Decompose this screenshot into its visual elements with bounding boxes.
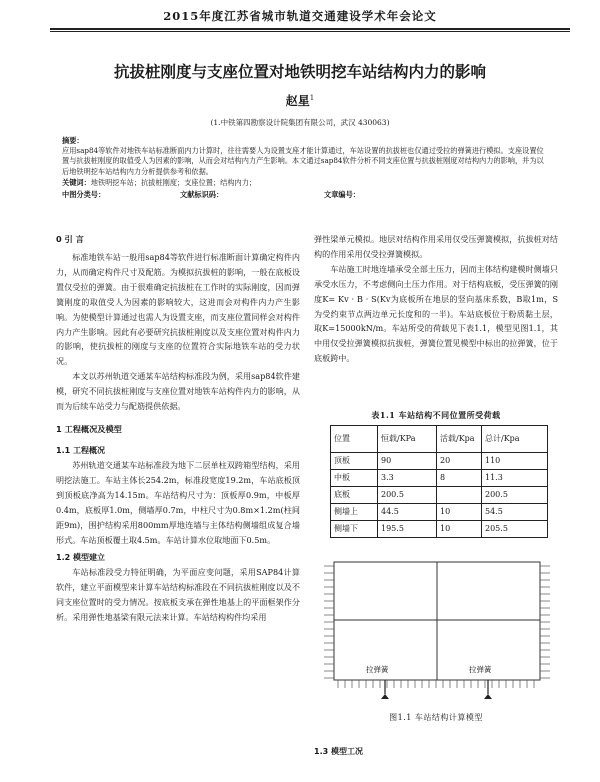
abstract xyxy=(62,136,548,177)
support-markers xyxy=(381,694,492,699)
author-superscript: 1 xyxy=(309,94,315,102)
figure-caption: 图1.1 车站结构计算模型 xyxy=(389,713,483,722)
table-cell: 顶板 xyxy=(331,453,378,470)
tension-springs xyxy=(385,680,488,694)
load-table xyxy=(330,425,548,538)
doc-code-label: 文献标识码： xyxy=(180,189,224,199)
table-cell: 10 xyxy=(437,521,482,538)
author xyxy=(0,92,600,109)
table-cell: 底板 xyxy=(331,487,378,504)
table-cell: 10 xyxy=(437,504,482,521)
table-cell: 200.5 xyxy=(378,487,437,504)
right-column xyxy=(314,232,558,366)
article-no-label: 文章编号： xyxy=(324,189,360,199)
table-cell: 110 xyxy=(482,453,548,470)
classification-line xyxy=(62,189,548,203)
table-header-cell: 总计/Kpa xyxy=(482,426,548,453)
journal-header: 2015年度江苏省城市轨道交通建设学术年会论文 xyxy=(163,9,437,23)
abstract-label: 摘要： xyxy=(62,136,84,145)
table-cell: 侧墙上 xyxy=(331,504,378,521)
keywords-label: 关键词： xyxy=(62,177,91,187)
abstract-block xyxy=(62,136,548,203)
intro-paragraph-1: 标准地铁车站一般用sap84等软件进行标准断面计算确定构件内力，从而确定构件尺寸及配筋。为模拟抗拔桩的影响，一般在底板设置仅受拉的弹簧。由于很难确定抗拔桩在工作时的实际刚度，因而弹簧刚度的取值受人为因素的影响较大，这进而会对构件内力产生影响。为使模型计算通过也需人为设置支座，而支座位置同样会对构件内力产生影响。因此有必要研究抗拔桩刚度以及支座位置对构件内力的影响，使抗拔桩的刚度与支座的位置符合实际地铁车站的受力状况。 xyxy=(56,252,300,367)
section-1-2-heading: 1.2 模型建立 xyxy=(56,553,105,563)
abstract-text: 应用sap84等软件对地铁车站标准断面内力计算时，往往需要人为设置支座才能计算通过，车站设置的抗拔桩也仅通过受拉的弹簧进行模拟。支座设置位置与抗拔桩刚度的取值受人为因素的影响，从而会对结构内力产生影响。本文通过sap84软件分析不同支座位置与抗拔桩刚度对结构内力的影响，并为以后地铁明挖车站结构内力分析提供参考和依据。 xyxy=(62,146,544,176)
table-caption: 表1.1 车站结构不同位置所受荷载 xyxy=(371,410,501,420)
author-name: 赵星 xyxy=(285,94,310,108)
table-cell: 44.5 xyxy=(378,504,437,521)
table-cell: 54.5 xyxy=(482,504,548,521)
left-column xyxy=(56,232,300,625)
section-1-heading: 1 工程概况及模型 xyxy=(56,423,122,434)
load-paragraph: 车站施工时地连墙承受全部土压力，因而主体结构建模时侧墙只承受水压力，不考虑侧向土压力作用。对于结构底板，受压弹簧的刚度K= Kv · B · S(Kv为底板所在地层的竖向基床系数，B取1m，S为受约束节点两边单元长度和的一半)。车站底板位于粉质黏土层，取K=15000kN/m。车站所受的荷载见下表1.1，模型见图1.1，其中用仅受拉弹簧模拟抗拔桩，弹簧位置见模型中标出的拉弹簧，位于底板跨中。 xyxy=(314,263,558,364)
tension-spring-label-left: 拉弹簧 xyxy=(366,665,389,674)
clc-label: 中图分类号： xyxy=(62,189,106,199)
header-rule xyxy=(50,28,570,30)
table-cell: 205.5 xyxy=(482,521,548,538)
table-header-cell: 恒载/KPa xyxy=(378,426,437,453)
header-rule-thin xyxy=(50,31,570,32)
station-model-figure xyxy=(316,548,558,700)
table-cell xyxy=(437,487,482,504)
table-row xyxy=(331,470,548,487)
keywords-text: 地铁明挖车站；抗拔桩刚度；支座位置；结构内力； xyxy=(90,177,257,187)
intro-paragraph-2: 本文以苏州轨道交通某车站结构标准段为例，采用sap84软件建模，研究不同抗拔桩刚度与支座位置对地铁车站构件内力的影响，从而为后续车站受力与配筋提供依据。 xyxy=(56,371,300,412)
table-cell: 11.3 xyxy=(482,470,548,487)
table-header-cell: 位置 xyxy=(331,426,378,453)
table-cell: 20 xyxy=(437,453,482,470)
table-cell: 195.5 xyxy=(378,521,437,538)
model-paragraph-cont: 弹性梁单元模拟。地层对结构作用采用仅受压弹簧模拟，抗拔桩对结构的作用采用仅受拉弹簧模拟。 xyxy=(314,234,558,259)
paper-title: 抗拔桩刚度与支座位置对地铁明挖车站结构内力的影响 xyxy=(113,63,486,81)
table-header-row xyxy=(331,426,548,453)
table-row xyxy=(331,504,548,521)
section-1-1-heading: 1.1 工程概况 xyxy=(56,445,105,455)
project-overview-paragraph: 苏州轨道交通某车站标准段为地下二层单柱双跨箱型结构，采用明挖法施工。车站主体长254.2m，标准段宽度19.2m，车站底板顶到顶板底净高为14.15m。车站结构尺寸为：顶板厚0.9m，中板厚0.4m，底板厚1.0m，侧墙厚0.7m，中柱尺寸为0.8m×1.2m(柱间距9m)，围护结构采用800mm厚地连墙与主体结构侧墙组成复合墙形式。车站顶板覆土取4.5m。车站计算水位取地面下0.5m。 xyxy=(56,459,300,545)
model-paragraph: 车站标准段受力特征明确，为平面应变问题，采用SAP84计算软件，建立平面模型来计算车站结构标准段在不同抗拔桩刚度以及不同支座位置时的受力情况。按底板支承在弹性地基上的平面框架作分析。采用弹性地基梁有限元法来计算。车站结构构件均采用 xyxy=(56,567,300,623)
table-cell: 中板 xyxy=(331,470,378,487)
keywords xyxy=(62,177,548,189)
table-row xyxy=(331,521,548,538)
table-cell: 8 xyxy=(437,470,482,487)
frame-outline xyxy=(334,562,540,680)
table-row xyxy=(331,453,548,470)
affiliation: (1.中铁第四勘察设计院集团有限公司，武汉 430063) xyxy=(210,118,390,127)
table-header-cell: 活载/Kpa xyxy=(437,426,482,453)
table-cell: 90 xyxy=(378,453,437,470)
table-cell: 侧墙下 xyxy=(331,521,378,538)
table-row xyxy=(331,487,548,504)
section-introduction: 0 引 言 xyxy=(56,234,84,244)
tension-spring-label-right: 拉弹簧 xyxy=(469,665,492,674)
table-cell: 200.5 xyxy=(482,487,548,504)
table-cell: 3.3 xyxy=(378,470,437,487)
section-1-3-heading: 1.3 模型工况 xyxy=(314,747,363,756)
